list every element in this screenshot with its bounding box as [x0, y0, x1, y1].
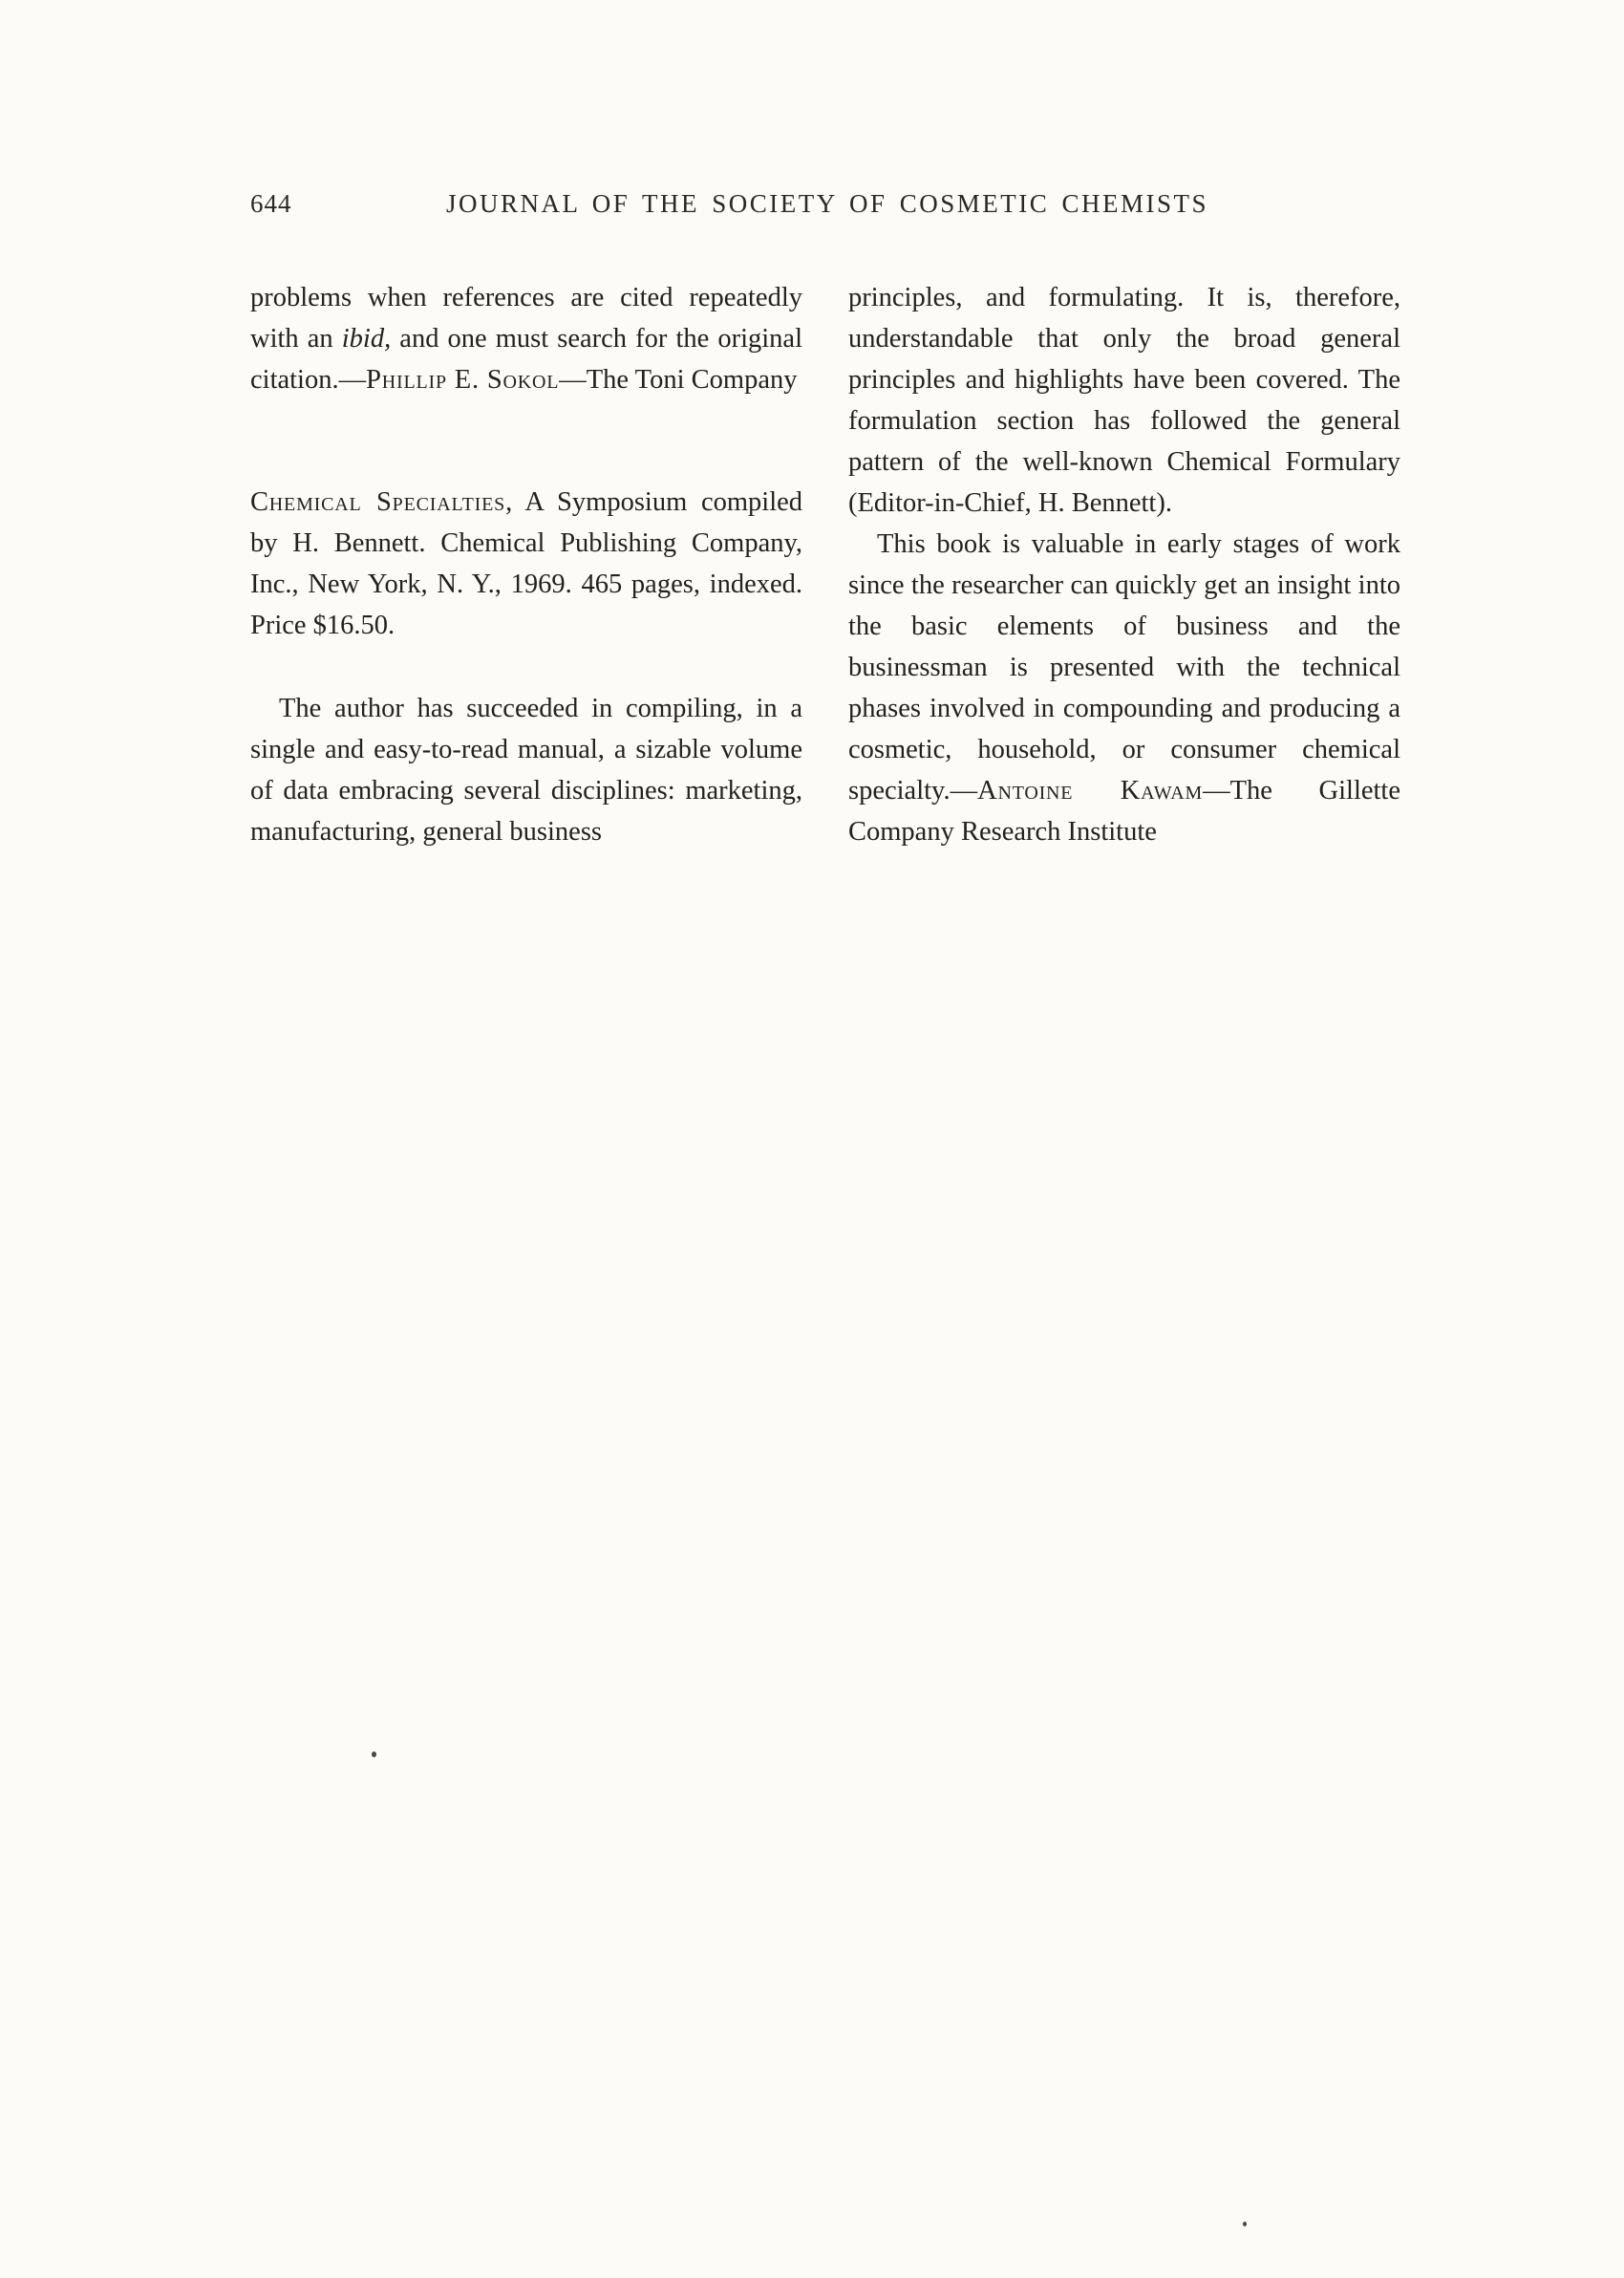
paragraph-review-continuation — [250, 277, 802, 400]
right-column — [848, 277, 1400, 852]
journal-title: JOURNAL OF THE SOCIETY OF COSMETIC CHEMISTS — [445, 189, 1209, 218]
book-title-chemical-specialties: Chemical Specialties — [250, 487, 506, 517]
left-column — [250, 277, 802, 852]
body-text: principles, and formulating. It is, therefore, understandable that only the broad general principles and highlights have been covered. The formulation section has followed the general pattern of the well-known Chemical Formulary (Editor-in-Chief, H. Bennett). — [848, 283, 1400, 518]
paragraph-book-citation — [250, 482, 802, 646]
body-text: , A Symposium compiled by H. Bennett. Chemical Publishing Company, Inc., New York, N. Y., 1969. 465 pages, indexed. Price $16.50. — [250, 487, 803, 640]
italic-term-ibid: ibid, — [341, 324, 392, 354]
scan-speck — [372, 1751, 376, 1757]
paragraph-review-body — [250, 688, 802, 852]
scan-speck — [1243, 2222, 1247, 2226]
page-header — [250, 189, 1404, 227]
body-text: —The Gillette Company Research Institute — [848, 776, 1400, 847]
body-text: and one must search for the original citation.— — [250, 324, 803, 395]
reviewer-name-sokol: Phillip E. Sokol — [366, 365, 560, 395]
body-text: This book is valuable in early stages of work since the researcher can quickly get an insight into the basic elements of business and the businessman is presented with the technical phases involved in compounding and producing a cosmetic, household, or consumer chemical specialty.— — [848, 529, 1400, 806]
body-text: —The Toni Company — [559, 365, 798, 395]
paragraph-review-conclusion — [848, 524, 1400, 852]
page-number: 644 — [250, 189, 292, 218]
body-text: problems when references are cited repeatedly with an — [250, 283, 802, 354]
paragraph-review-body-continuation — [848, 277, 1400, 524]
body-text: The author has succeeded in compiling, in a single and easy-to-read manual, a sizable volume of data embracing several disciplines: marketing, manufacturing, general business — [250, 694, 802, 847]
reviewer-name-kawam: Antoine Kawam — [977, 776, 1204, 806]
